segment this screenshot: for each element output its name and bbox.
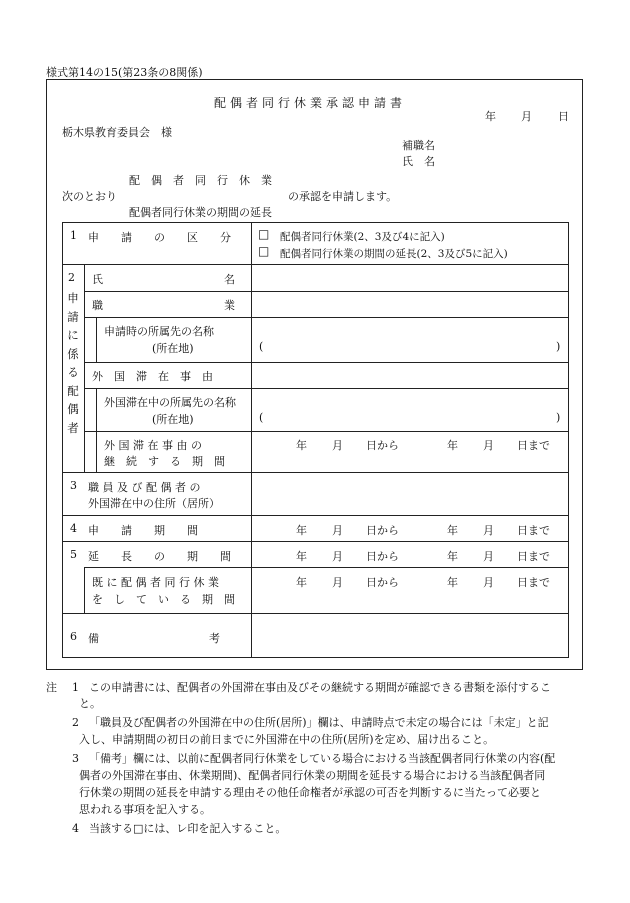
note1-line2: と。 (79, 697, 101, 710)
checkbox-leave[interactable]: □ (258, 227, 270, 241)
period-month: 月 (332, 576, 343, 589)
note3-line2: 偶者の外国滞在事由、休業期間)、配偶者同行休業の期間を延長する場合における当該配偶者同 (79, 769, 546, 782)
note3-number: 3 (72, 752, 79, 765)
vertical-char: 申 (67, 291, 79, 305)
form-id: 様式第14の15(第23条の8関係) (46, 66, 203, 79)
table-hline (84, 567, 569, 568)
period-year: 年 (447, 524, 458, 537)
period-month: 月 (332, 550, 343, 563)
spouse-occupation-label: 職 業 (92, 299, 235, 312)
option-leave-label: 配偶者同行休業(2、3及び4に記入) (280, 231, 445, 243)
vertical-char: る (67, 365, 79, 379)
note2-line2: 入し、申請期間の初日の前日までに外国滞在中の住所(居所)を定め、届け出ること。 (79, 733, 495, 746)
period-month: 月 (483, 439, 494, 452)
period-until: 日まで (517, 439, 550, 452)
note4-number: 4 (72, 822, 79, 835)
row4-label: 申 請 期 間 (88, 524, 198, 537)
note1-line1: この申請書には、配偶者の外国滞在事由及びその継続する期間が確認できる書類を添付するこ (89, 681, 551, 694)
row5-label: 延 長 の 期 間 (88, 550, 231, 563)
reason-period-label-2: 継 続 す る 期 間 (104, 455, 225, 468)
table-hline (62, 264, 569, 265)
period-month: 月 (483, 550, 494, 563)
request-prefix: 次のとおり (62, 190, 117, 203)
note4-line1: 当該する□には、レ印を記入すること。 (89, 822, 287, 835)
period-until: 日まで (517, 524, 550, 537)
period-month: 月 (332, 524, 343, 537)
row3-number: 3 (70, 479, 77, 492)
vertical-char: 偶 (67, 402, 79, 416)
date-day: 日 (558, 110, 569, 123)
period-from: 日から (366, 576, 399, 589)
abroad-paren-open: ( (259, 411, 264, 424)
form-title: 配偶者同行休業承認申請書 (214, 96, 407, 110)
period-month: 月 (483, 576, 494, 589)
row5-vertical-divider (84, 567, 85, 613)
request-suffix: の承認を申請します。 (288, 190, 398, 203)
affiliation-address-label: (所在地) (152, 342, 194, 355)
vertical-char: に (67, 328, 79, 342)
table-hline (84, 317, 569, 318)
row6-number: 6 (70, 630, 77, 643)
note1-number: 1 (72, 681, 79, 694)
period-year: 年 (447, 550, 458, 563)
note3-line1: 「備考」欄には、以前に配偶者同行休業をしている場合における当該配偶者同行休業の内容(配 (89, 752, 556, 765)
checkbox-extension[interactable]: □ (258, 244, 270, 258)
affiliation-label: 申請時の所属先の名称 (104, 325, 214, 338)
table-hline (62, 515, 569, 516)
table-col-divider (251, 222, 252, 658)
date-month: 月 (521, 110, 532, 123)
table-hline (62, 472, 569, 473)
row1-label (88, 229, 245, 245)
row2-number: 2 (68, 271, 75, 284)
affiliation-paren-open: ( (259, 340, 264, 353)
row1-label-text: 申 請 の 区 分 (88, 231, 231, 244)
request-option-extension: 配偶者同行休業の期間の延長 (129, 206, 272, 219)
spouse-name-label: 氏 名 (92, 273, 235, 286)
row3-label-1: 職 員 及 び 配 偶 者 の (88, 481, 201, 494)
applicant-name-label: 氏 名 (402, 155, 435, 168)
reason-period-label-1: 外 国 滞 在 事 由 の (104, 439, 202, 452)
row3-label-2: 外国滞在中の住所（居所） (88, 497, 220, 510)
period-from: 日から (366, 550, 399, 563)
table-hline (62, 613, 569, 614)
addressee: 栃木県教育委員会 様 (62, 126, 172, 139)
vertical-char: 配 (67, 383, 79, 398)
date-year: 年 (485, 110, 496, 123)
note2-number: 2 (72, 716, 79, 729)
vertical-char: 者 (67, 420, 79, 435)
table-hline (62, 541, 569, 542)
job-title-label: 補職名 (402, 139, 435, 152)
period-until: 日まで (517, 550, 550, 563)
prior-leave-label-2: を し て い る 期 間 (92, 593, 235, 606)
table-hline (84, 388, 569, 389)
prior-leave-label-1: 既 に 配 偶 者 同 行 休 業 (92, 576, 219, 589)
table-hline (84, 291, 569, 292)
period-year: 年 (447, 576, 458, 589)
period-month: 月 (332, 439, 343, 452)
abroad-paren-close: ) (556, 411, 561, 424)
sub-row-indent (96, 317, 97, 362)
period-year: 年 (296, 439, 307, 452)
period-year: 年 (296, 550, 307, 563)
vertical-char: 係 (67, 346, 79, 361)
affiliation-paren-close: ) (556, 340, 561, 353)
request-option-leave: 配 偶 者 同 行 休 業 (129, 174, 272, 187)
row2-vertical-divider (84, 264, 85, 472)
row6-label: 備 考 (88, 632, 220, 645)
period-from: 日から (366, 524, 399, 537)
period-year: 年 (447, 439, 458, 452)
period-from: 日から (366, 439, 399, 452)
row1-number: 1 (70, 229, 77, 242)
table-hline (84, 362, 569, 363)
notes-lead: 注 (46, 681, 57, 694)
period-month: 月 (483, 524, 494, 537)
abroad-reason-label: 外 国 滞 在 事 由 (92, 370, 213, 383)
note2-line1: 「職員及び配偶者の外国滞在中の住所(居所)」欄は、申請時点で未定の場合には「未定」と記 (89, 716, 549, 729)
row5-number: 5 (70, 548, 77, 561)
period-year: 年 (296, 524, 307, 537)
abroad-affiliation-address-label: (所在地) (152, 413, 194, 426)
period-until: 日まで (517, 576, 550, 589)
sub-row-indent (96, 388, 97, 472)
abroad-affiliation-label: 外国滞在中の所属先の名称 (104, 396, 236, 409)
vertical-char: 請 (67, 309, 79, 324)
period-year: 年 (296, 576, 307, 589)
note3-line4: 思われる事項を記入する。 (79, 803, 211, 816)
note3-line3: 行休業の期間の延長を申請する理由その他任命権者が承認の可否を判断するに当たって必要と (79, 786, 541, 799)
table-hline (84, 431, 569, 432)
option-extension-label: 配偶者同行休業の期間の延長(2、3及び5に記入) (280, 248, 508, 260)
row2-vertical-label (66, 289, 80, 437)
row4-number: 4 (70, 522, 77, 535)
